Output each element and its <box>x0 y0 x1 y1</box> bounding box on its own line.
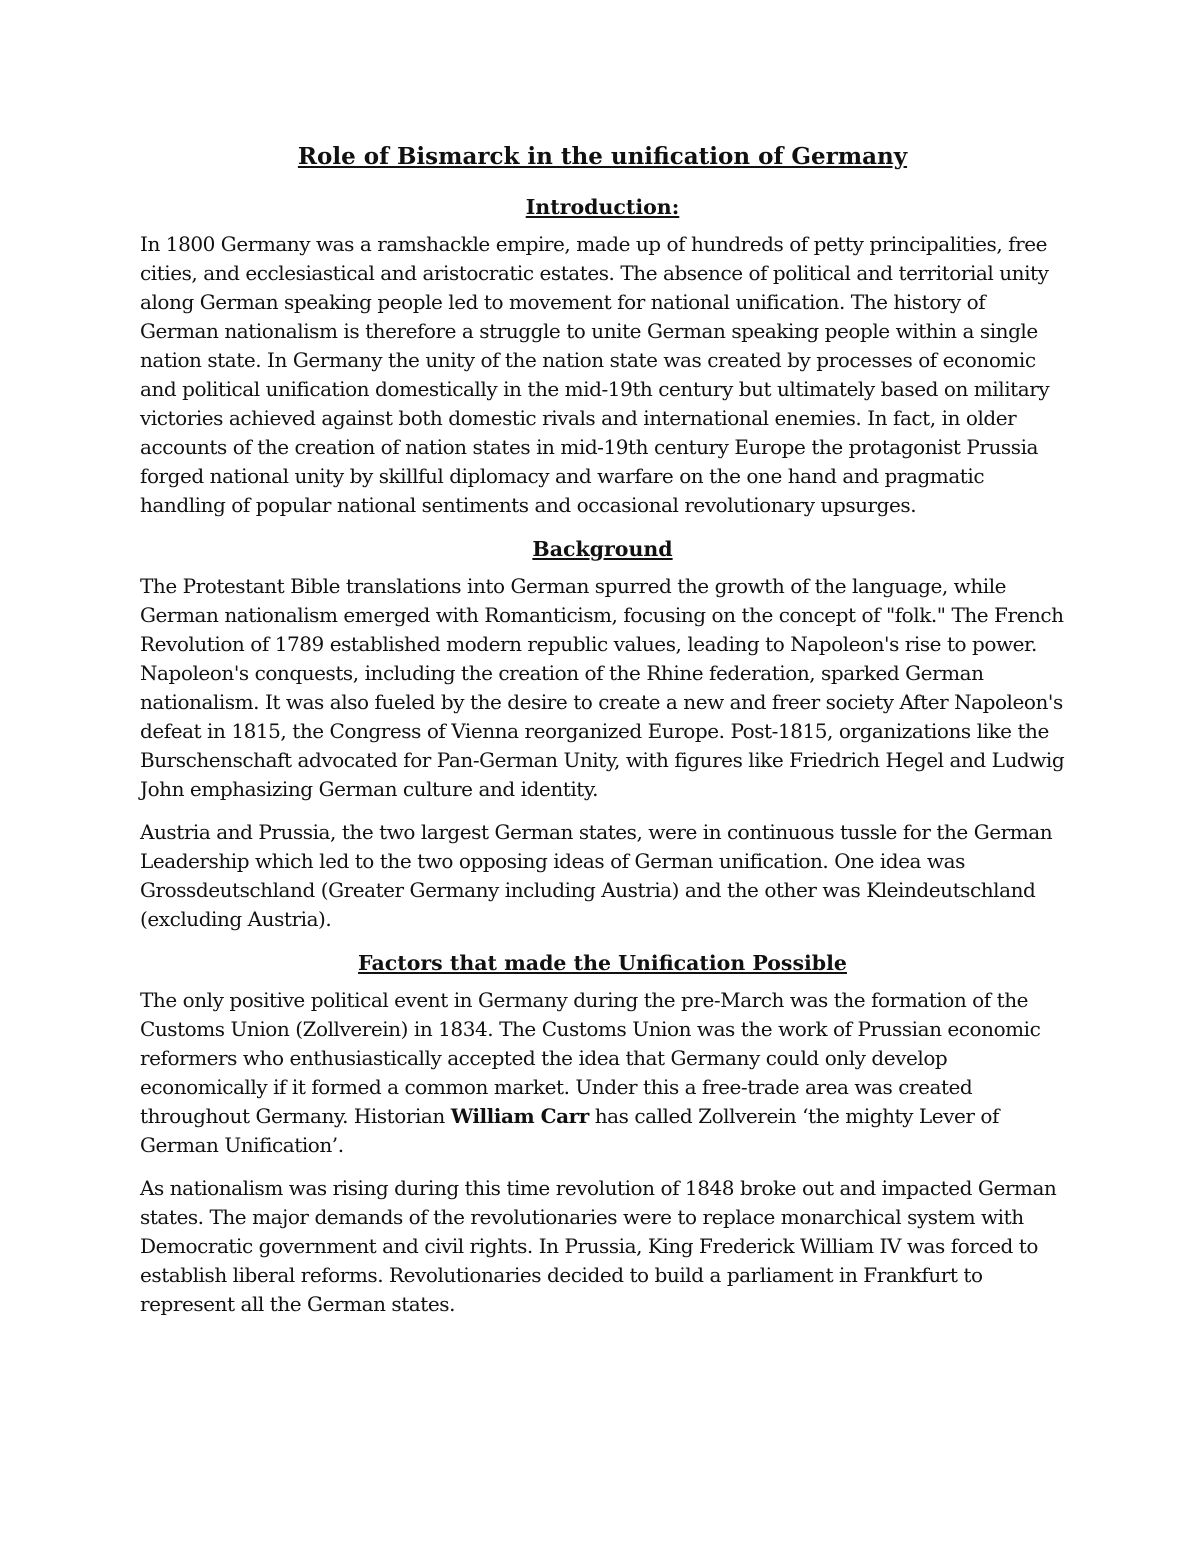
factors-paragraph-1 <box>140 986 1065 1160</box>
document-page <box>140 140 1065 1333</box>
background-paragraph-2: Austria and Prussia, the two largest German states, were in continuous tussle for the German Leadership which led to the two opposing ideas of German unification. One idea was Grossdeutschland (Greater Germany including Austria) and the other was Kleindeutschland (excluding Austria). <box>140 820 1053 931</box>
factors-paragraph-1-text-end: has called Zollverein ‘the mighty Lever of German Unification’. <box>140 1104 999 1157</box>
introduction-heading: Introduction: <box>525 195 680 219</box>
introduction-paragraph: In 1800 Germany was a ramshackle empire, made up of hundreds of petty principalities, free cities, and ecclesiastical and aristocratic estates. The absence of political and territorial unity along German speaking people led to movement for national unification. The history of German nationalism is therefore a struggle to unite German speaking people within a single nation state. In Germany the unity of the nation state was created by processes of economic and political unification domestically in the mid-19th century but ultimately based on military victories achieved against both domestic rivals and international enemies. In fact, in older accounts of the creation of nation states in mid-19th century Europe the protagonist Prussia forged national unity by skillful diplomacy and warfare on the one hand and pragmatic handling of popular national sentiments and occasional revolutionary upsurges. <box>140 232 1050 517</box>
background-heading: Background <box>532 537 673 561</box>
factors-heading: Factors that made the Unification Possible <box>358 951 847 975</box>
factors-paragraph-2: As nationalism was rising during this time revolution of 1848 broke out and impacted German states. The major demands of the revolutionaries were to replace monarchical system with Democratic government and civil rights. In Prussia, King Frederick William IV was forced to establish liberal reforms. Revolutionaries decided to build a parliament in Frankfurt to represent all the German states. <box>140 1176 1057 1316</box>
factors-paragraph-1-text-start: The only positive political event in Germany during the pre-March was the formation of the Customs Union (Zollverein) in 1834. The Customs Union was the work of Prussian economic reformers who enthusiastically accepted the idea that Germany could only develop economically if it formed a common market. Under this a free-trade area was created throughout Germany. Historian <box>140 988 1041 1128</box>
background-paragraph-1: The Protestant Bible translations into German spurred the growth of the language, while German nationalism emerged with Romanticism, focusing on the concept of "folk." The French Revolution of 1789 established modern republic values, leading to Napoleon's rise to power. Napoleon's conquests, including the creation of the Rhine federation, sparked German nationalism. It was also fueled by the desire to create a new and freer society After Napoleon's defeat in 1815, the Congress of Vienna reorganized Europe. Post-1815, organizations like the Burschenschaft advocated for Pan-German Unity, with figures like Friedrich Hegel and Ludwig John emphasizing German culture and identity. <box>140 574 1065 801</box>
historian-name: William Carr <box>450 1104 589 1128</box>
document-title: Role of Bismarck in the unification of Germany <box>297 143 908 170</box>
